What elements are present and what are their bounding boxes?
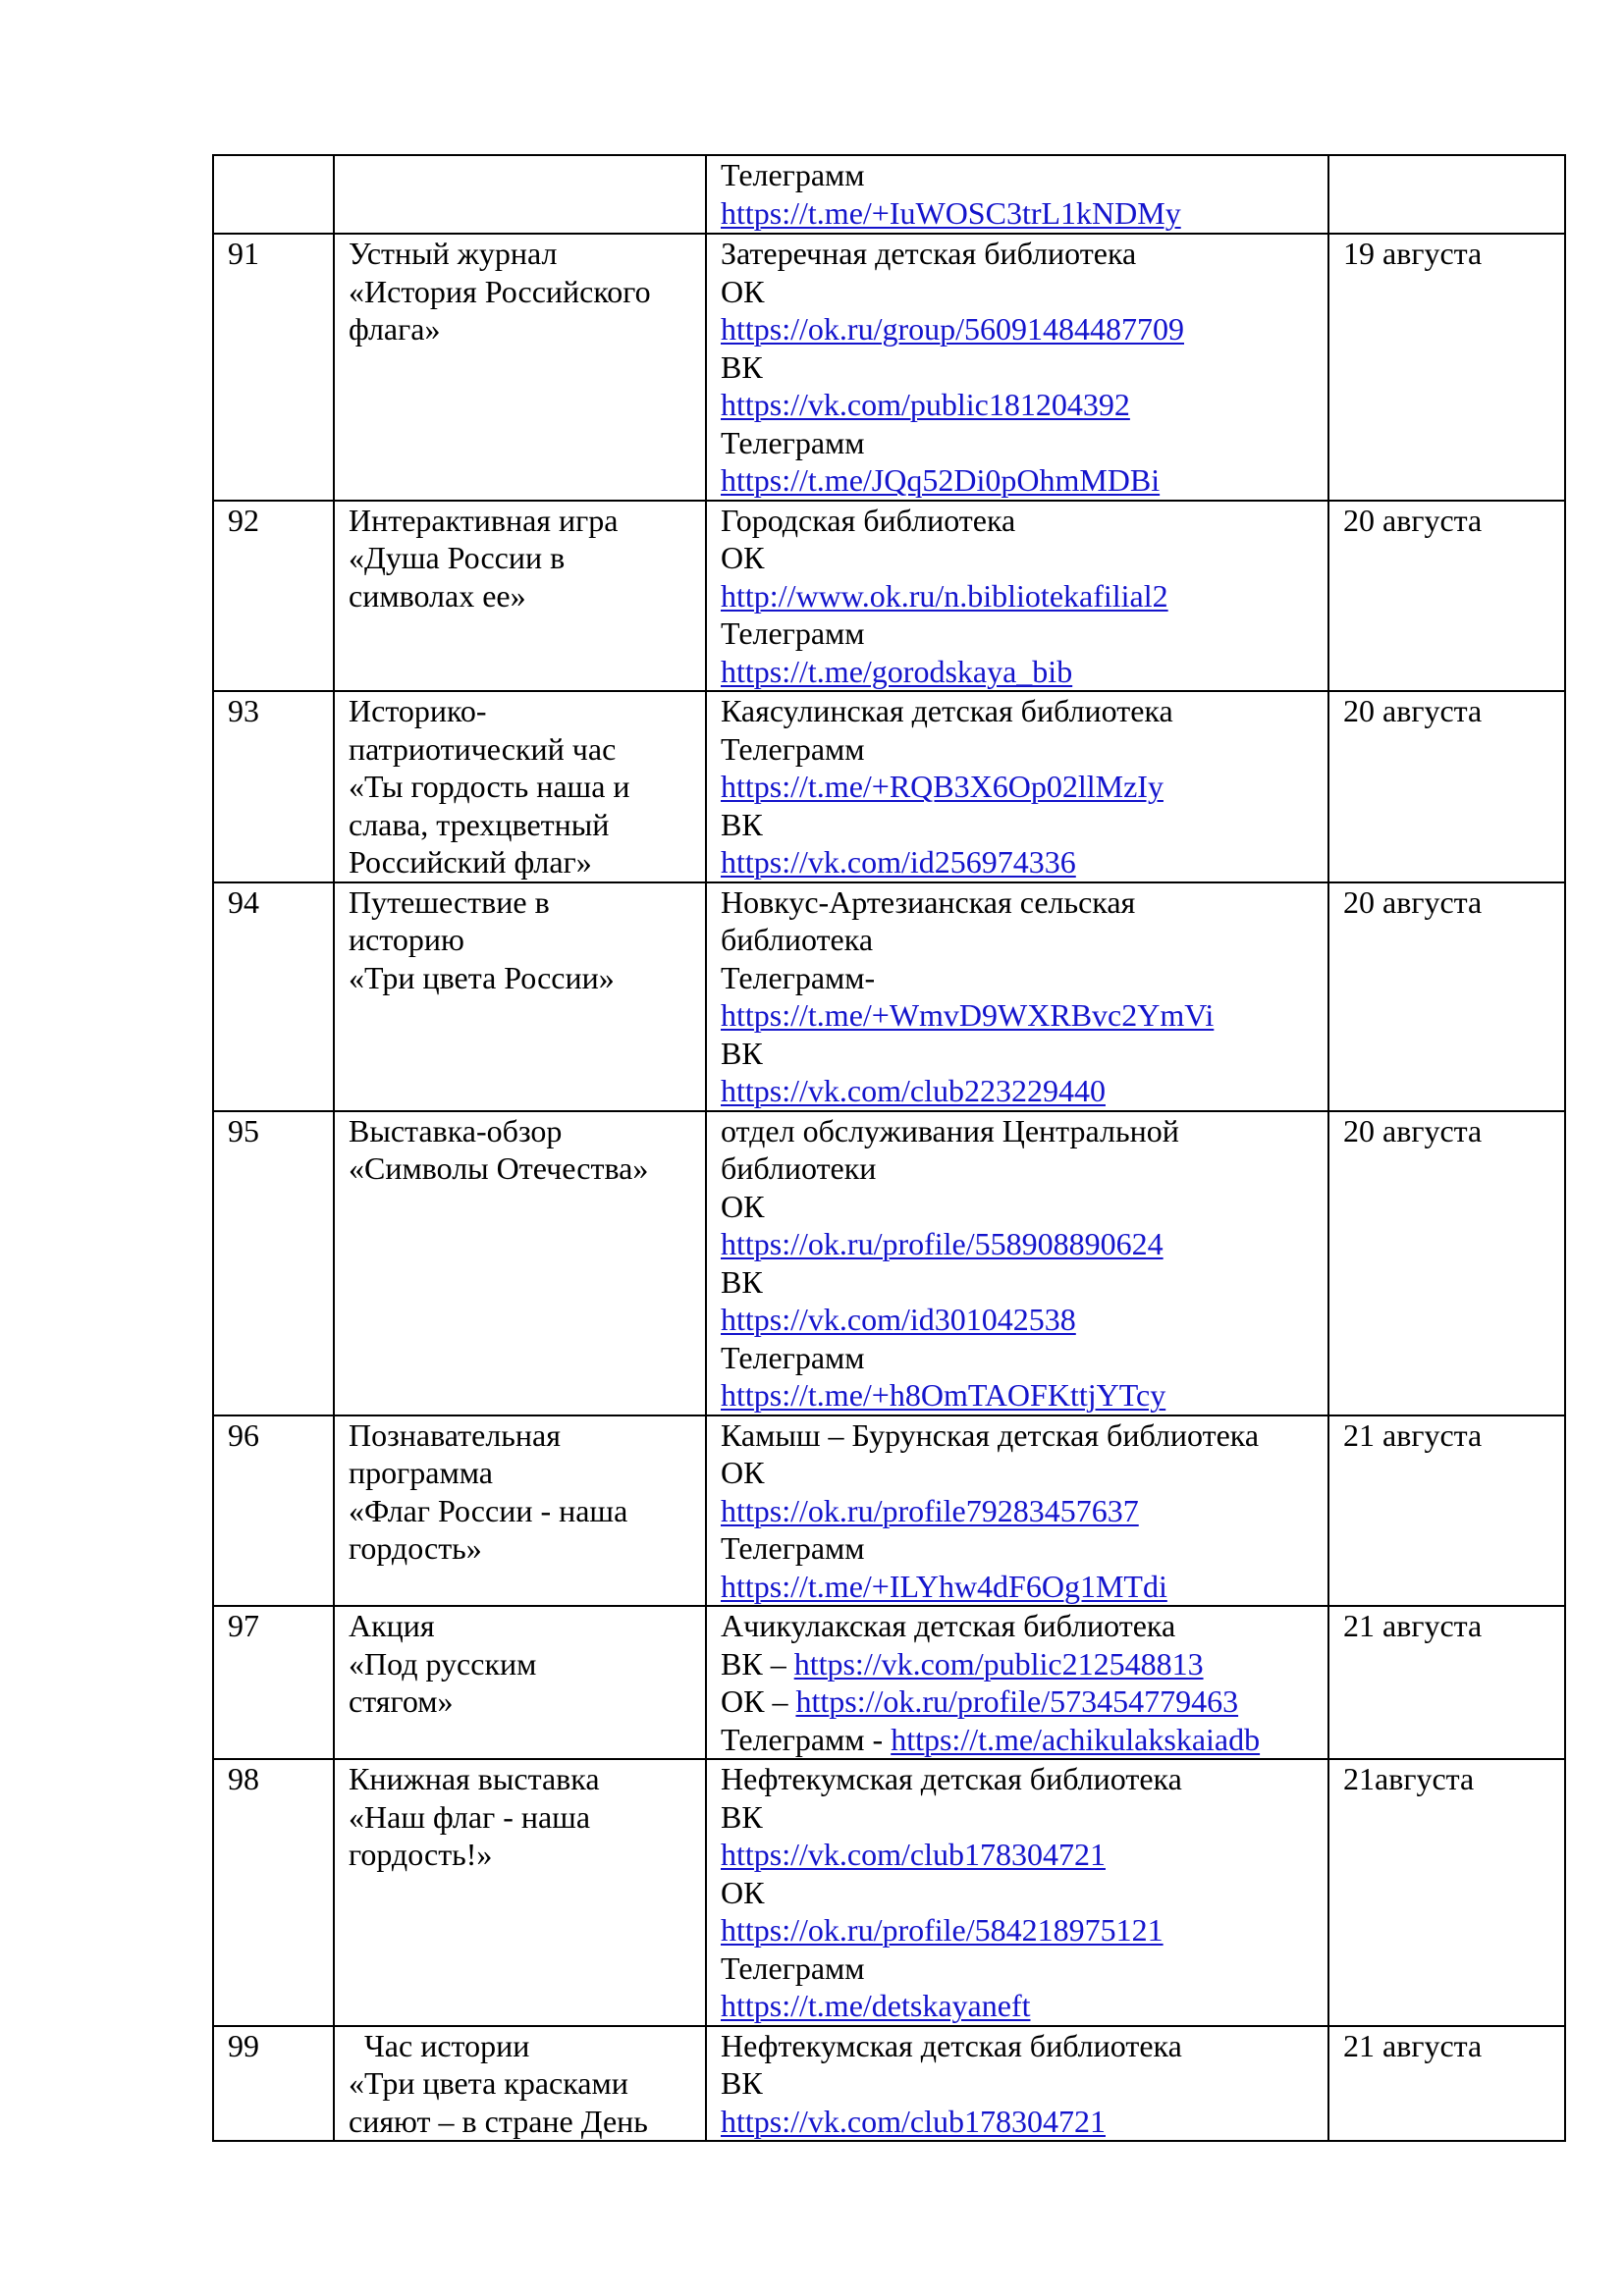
- table-row: [213, 1111, 1565, 1415]
- event-date-cell: [1328, 882, 1565, 1111]
- venue-line: [721, 996, 1320, 1035]
- venue-line: [721, 1301, 1320, 1339]
- venue-links-cell: [706, 691, 1328, 882]
- venue-line: [721, 806, 1320, 844]
- row-number: 95: [228, 1112, 259, 1148]
- social-link[interactable]: https://ok.ru/profile/573454779463: [795, 1683, 1239, 1719]
- venue-line: [721, 273, 1320, 311]
- event-title-line: «Душа России в: [349, 540, 566, 575]
- venue-line: [721, 386, 1320, 424]
- event-date: 21 августа: [1343, 1608, 1483, 1643]
- event-title-line: Книжная выставка: [349, 1761, 600, 1796]
- table-row: [213, 882, 1565, 1111]
- table-row: [213, 1606, 1565, 1759]
- venue-line: [721, 1263, 1320, 1302]
- event-title-line: Интерактивная игра: [349, 502, 619, 538]
- event-title-cell: [334, 501, 706, 692]
- event-title-cell: [334, 691, 706, 882]
- event-title-line: программа: [349, 1455, 493, 1490]
- event-title-line: стягом»: [349, 1683, 454, 1719]
- table-row: [213, 501, 1565, 692]
- event-title-line: «Три цвета красками: [349, 2065, 628, 2101]
- venue-label: Телеграмм: [721, 1949, 865, 1986]
- venue-line: [721, 1529, 1320, 1568]
- table-row: [213, 155, 1565, 234]
- row-number-cell: [213, 691, 334, 882]
- venue-line: [721, 768, 1320, 806]
- venue-line: [721, 1416, 1320, 1455]
- event-title-line: Путешествие в: [349, 883, 550, 920]
- venue-line: [721, 921, 1320, 959]
- venue-line: [721, 843, 1320, 881]
- event-date: 21 августа: [1343, 1416, 1483, 1453]
- table-row: [213, 2026, 1565, 2142]
- venue-line: [721, 1492, 1320, 1530]
- events-table: [212, 154, 1566, 2142]
- event-title-cell: [334, 1606, 706, 1759]
- venue-links-cell: [706, 1415, 1328, 1607]
- event-title-line: Час истории: [349, 2027, 530, 2063]
- event-date-cell: [1328, 155, 1565, 234]
- event-title-line: гордость!»: [349, 1837, 493, 1872]
- venue-label: ВК: [721, 348, 763, 385]
- event-title-line: гордость»: [349, 1530, 482, 1566]
- venue-links-cell: [706, 2026, 1328, 2142]
- social-link[interactable]: https://vk.com/club178304721: [721, 2103, 1106, 2139]
- venue-line: [721, 1911, 1320, 1949]
- venue-line: [721, 2064, 1320, 2103]
- social-link[interactable]: https://t.me/+IuWOSC3trL1kNDMy: [721, 194, 1181, 231]
- venue-line: [721, 1035, 1320, 1073]
- social-link[interactable]: https://t.me/+WmvD9WXRBvc2YmVi: [721, 997, 1215, 1033]
- venue-label: Каясулинская детская библиотека: [721, 693, 1173, 728]
- table-row: [213, 691, 1565, 882]
- event-title-cell: [334, 1759, 706, 2026]
- venue-label: Новкус-Артезианская сельская: [721, 883, 1136, 920]
- venue-line: [721, 1072, 1320, 1110]
- venue-line: [721, 502, 1320, 540]
- row-number: 98: [228, 1761, 259, 1796]
- social-link[interactable]: https://t.me/achikulakskaiadb: [891, 1721, 1261, 1757]
- venue-label: Нефтекумская детская библиотека: [721, 1761, 1182, 1796]
- event-title-cell: [334, 155, 706, 234]
- venue-links-cell: [706, 1111, 1328, 1415]
- venue-label: ОК –: [721, 1683, 796, 1719]
- social-link[interactable]: https://ok.ru/profile/584218975121: [721, 1912, 1164, 1948]
- event-title-line: Устный журнал: [349, 236, 558, 271]
- row-number: [228, 156, 325, 194]
- row-number: 94: [228, 883, 259, 920]
- venue-label: Ачикулакская детская библиотека: [721, 1608, 1176, 1643]
- venue-label: Затеречная детская библиотека: [721, 236, 1137, 271]
- venue-label: Телеграмм-: [721, 959, 876, 995]
- event-date: 21 августа: [1343, 2027, 1483, 2063]
- event-date: [1343, 156, 1556, 194]
- venue-label: ВК: [721, 1035, 763, 1071]
- social-link[interactable]: https://t.me/+ILYhw4dF6Og1MTdi: [721, 1568, 1167, 1604]
- venue-line: [721, 1454, 1320, 1492]
- venue-line: [721, 614, 1320, 653]
- social-link[interactable]: https://vk.com/id301042538: [721, 1302, 1076, 1337]
- venue-label: ОК: [721, 540, 765, 575]
- social-link[interactable]: https://vk.com/public212548813: [793, 1645, 1204, 1682]
- venue-line: [721, 1568, 1320, 1606]
- event-title-cell: [334, 234, 706, 501]
- row-number-cell: [213, 882, 334, 1111]
- venue-line: [721, 194, 1320, 233]
- row-number-cell: [213, 2026, 334, 2142]
- venue-line: [721, 883, 1320, 922]
- event-title-line: сияют – в стране День: [349, 2103, 648, 2139]
- event-title-line: флага»: [349, 311, 441, 347]
- event-date: 20 августа: [1343, 883, 1483, 920]
- venue-line: [721, 1376, 1320, 1415]
- event-title-line: Акция: [349, 1608, 435, 1643]
- event-date: 21августа: [1343, 1761, 1475, 1796]
- event-title-line: «Под русским: [349, 1645, 537, 1682]
- venue-line: [721, 959, 1320, 997]
- venue-label: Телеграмм: [721, 1339, 865, 1375]
- venue-links-cell: [706, 1759, 1328, 2026]
- event-title-line: символах ее»: [349, 577, 526, 614]
- venue-line: [721, 539, 1320, 577]
- event-title-line: «Наш флаг - наша: [349, 1798, 591, 1835]
- venue-label: Телеграмм: [721, 424, 865, 460]
- event-title-line: Российский флаг»: [349, 844, 592, 880]
- venue-line: [721, 235, 1320, 273]
- venue-line: [721, 1607, 1320, 1645]
- venue-line: [721, 1188, 1320, 1226]
- social-link[interactable]: https://t.me/detskayaneft: [721, 1988, 1031, 2023]
- social-link[interactable]: https://t.me/JQq52Di0pOhmMDBi: [721, 462, 1161, 498]
- venue-label: Телеграмм -: [721, 1721, 892, 1757]
- event-title-line: «Символы Отечества»: [349, 1150, 649, 1186]
- event-date-cell: [1328, 1759, 1565, 2026]
- venue-line: [721, 1682, 1320, 1721]
- row-number-cell: [213, 1759, 334, 2026]
- row-number-cell: [213, 155, 334, 234]
- venue-links-cell: [706, 882, 1328, 1111]
- row-number-cell: [213, 234, 334, 501]
- event-date-cell: [1328, 2026, 1565, 2142]
- venue-line: [721, 348, 1320, 387]
- table-row: [213, 234, 1565, 501]
- event-title-line: историю: [349, 922, 464, 957]
- venue-links-cell: [706, 501, 1328, 692]
- event-date-cell: [1328, 501, 1565, 692]
- event-date: 19 августа: [1343, 236, 1483, 271]
- row-number-cell: [213, 1415, 334, 1607]
- event-title-line: Познавательная: [349, 1416, 561, 1453]
- venue-line: [721, 310, 1320, 348]
- venue-label: библиотеки: [721, 1150, 877, 1186]
- event-title-line: патриотический час: [349, 730, 617, 767]
- row-number: 99: [228, 2027, 259, 2063]
- venue-line: [721, 461, 1320, 500]
- social-link[interactable]: https://t.me/gorodskaya_bib: [721, 653, 1073, 689]
- venue-line: [721, 1874, 1320, 1912]
- events-table-body: [213, 155, 1565, 2141]
- social-link[interactable]: https://ok.ru/group/56091484487709: [721, 311, 1184, 347]
- venue-line: [721, 1987, 1320, 2025]
- venue-line: [721, 1112, 1320, 1150]
- social-link[interactable]: https://t.me/+RQB3X6Op02llMzIy: [721, 769, 1164, 804]
- venue-line: [721, 1225, 1320, 1263]
- event-date: 20 августа: [1343, 502, 1483, 538]
- social-link[interactable]: http://www.ok.ru/n.bibliotekafilial2: [721, 577, 1168, 614]
- row-number-cell: [213, 501, 334, 692]
- event-date-cell: [1328, 1606, 1565, 1759]
- event-date: 20 августа: [1343, 1112, 1483, 1148]
- row-number: 96: [228, 1416, 259, 1453]
- event-title-line: Выставка-обзор: [349, 1112, 563, 1148]
- venue-label: ОК: [721, 273, 765, 309]
- social-link[interactable]: https://ok.ru/profile79283457637: [721, 1492, 1139, 1528]
- venue-line: [721, 2027, 1320, 2065]
- table-row: [213, 1759, 1565, 2026]
- row-number: 97: [228, 1608, 259, 1643]
- venue-label: библиотека: [721, 922, 874, 957]
- venue-label: ВК: [721, 2065, 763, 2101]
- venue-label: ОК: [721, 1455, 765, 1490]
- venue-line: [721, 692, 1320, 730]
- social-link[interactable]: https://ok.ru/profile/558908890624: [721, 1226, 1164, 1261]
- row-number: 93: [228, 693, 259, 728]
- venue-line: [721, 156, 1320, 194]
- venue-label: ОК: [721, 1874, 765, 1910]
- venue-label: Телеграмм: [721, 615, 865, 651]
- row-number: 91: [228, 236, 259, 271]
- venue-links-cell: [706, 1606, 1328, 1759]
- event-title-line: Историко-: [349, 693, 487, 728]
- event-title-line: «Флаг России - наша: [349, 1492, 628, 1528]
- venue-line: [721, 653, 1320, 691]
- event-title-line: «Ты гордость наша и: [349, 769, 630, 804]
- venue-label: ОК: [721, 1188, 765, 1224]
- row-number-cell: [213, 1606, 334, 1759]
- venue-label: ВК –: [721, 1645, 794, 1682]
- venue-label: Телеграмм: [721, 157, 865, 192]
- event-title-cell: [334, 882, 706, 1111]
- event-date: 20 августа: [1343, 693, 1483, 728]
- venue-line: [721, 730, 1320, 769]
- venue-line: [721, 1760, 1320, 1798]
- event-date-cell: [1328, 1415, 1565, 1607]
- venue-line: [721, 1339, 1320, 1377]
- venue-links-cell: [706, 155, 1328, 234]
- event-title-cell: [334, 1111, 706, 1415]
- social-link[interactable]: https://vk.com/club178304721: [721, 1837, 1106, 1872]
- event-date-cell: [1328, 1111, 1565, 1415]
- venue-line: [721, 577, 1320, 615]
- venue-label: Нефтекумская детская библиотека: [721, 2027, 1182, 2063]
- row-number: 92: [228, 502, 259, 538]
- venue-label: ВК: [721, 1798, 763, 1835]
- venue-label: ВК: [721, 806, 763, 842]
- venue-label: отдел обслуживания Центральной: [721, 1112, 1179, 1148]
- event-date-cell: [1328, 691, 1565, 882]
- venue-label: Городская библиотека: [721, 502, 1016, 538]
- venue-line: [721, 1836, 1320, 1874]
- social-link[interactable]: https://vk.com/id256974336: [721, 844, 1076, 880]
- venue-label: Телеграмм: [721, 730, 865, 767]
- venue-line: [721, 1149, 1320, 1188]
- event-title-cell: [334, 1415, 706, 1607]
- event-title-line: «История Российского: [349, 273, 651, 309]
- event-title-line: «Три цвета России»: [349, 959, 615, 995]
- social-link[interactable]: https://vk.com/public181204392: [721, 387, 1130, 422]
- venue-line: [721, 1645, 1320, 1683]
- venue-line: [721, 1798, 1320, 1837]
- venue-label: Телеграмм: [721, 1530, 865, 1566]
- venue-line: [721, 2103, 1320, 2141]
- table-row: [213, 1415, 1565, 1607]
- venue-line: [721, 1721, 1320, 1759]
- event-title-line: слава, трехцветный: [349, 806, 610, 842]
- venue-line: [721, 1949, 1320, 1988]
- venue-label: Камыш – Бурунская детская библиотека: [721, 1416, 1260, 1453]
- row-number-cell: [213, 1111, 334, 1415]
- venue-links-cell: [706, 234, 1328, 501]
- event-date-cell: [1328, 234, 1565, 501]
- social-link[interactable]: https://vk.com/club223229440: [721, 1073, 1106, 1108]
- social-link[interactable]: https://t.me/+h8OmTAOFKttjYTcy: [721, 1377, 1166, 1413]
- event-title-cell: [334, 2026, 706, 2142]
- venue-label: ВК: [721, 1263, 763, 1300]
- venue-line: [721, 424, 1320, 462]
